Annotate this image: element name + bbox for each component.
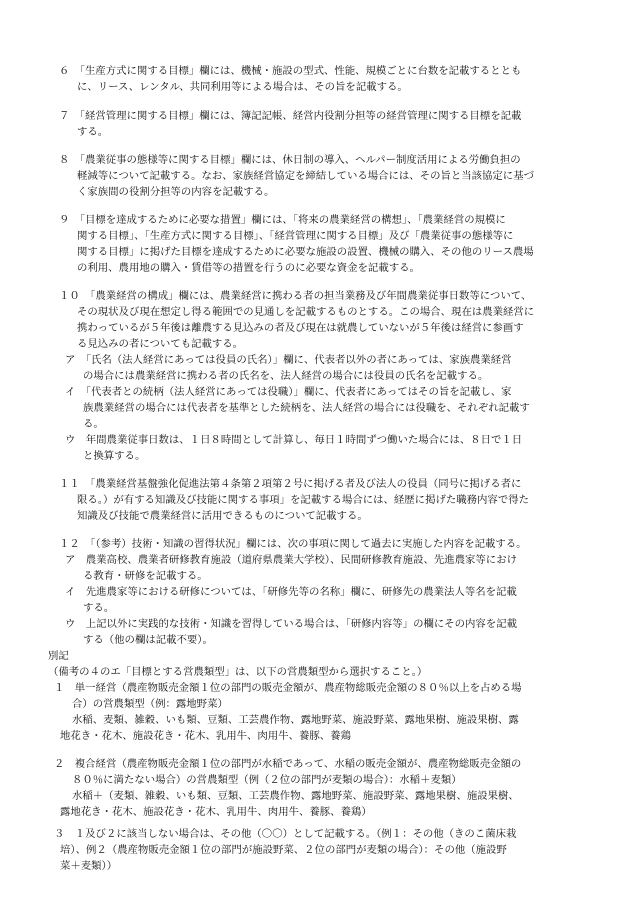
text-line: 族農業経営の場合には代表者を基準とした続柄を、法人経営の場合には役職を、それぞれ記載す xyxy=(83,402,530,414)
text-line: ３ １及び２に該当しない場合は、その他（〇〇）として記載する。（例１：その他（きのこ菌床栽 xyxy=(54,828,517,840)
text-line: と換算する。 xyxy=(83,450,146,462)
text-line: ア 農業高校、農業者研修教育施設（道府県農業大学校）、民間研修教育施設、先進農家等におけ xyxy=(65,554,517,566)
text-line: ６ 「生産方式に関する目標」欄には、機械・施設の型式、性能、規模ごとに台数を記載するととも xyxy=(59,65,522,77)
text-line: 地花き・花木、施設花き・花木、乳用牛、肉用牛、養豚、養鶏 xyxy=(60,730,351,742)
text-line: ７ 「経営管理に関する目標」欄には、簿記記帳、経営内役割分担等の経営管理に関する目標を記載 xyxy=(59,110,522,122)
text-line: 露地花き・花木、施設花き・花木、乳用牛、肉用牛、養豚、養鶏） xyxy=(60,806,372,818)
text-line: する。 xyxy=(77,126,109,138)
text-line: ア 「氏名（法人経営にあっては役員の氏名）」欄に、代表者以外の者にあっては、家族農業経営 xyxy=(65,354,512,366)
text-line: １０ 「農業経営の構成」欄には、農業経営に携わる者の担当業務及び年間農業従事日数等について、 xyxy=(59,290,532,302)
text-line: る教育・研修を記載する。 xyxy=(83,570,208,582)
text-line: １１ 「農業経営基盤強化促進法第４条第２項第２号に掲げる者及び法人の役員（同号に掲げる者に xyxy=(59,478,522,490)
text-line: その現状及び現在想定し得る範囲での見通しを記載するものとする。この場合、現在は農業経営に xyxy=(77,306,535,318)
text-line: る見込みの者についても記載する。 xyxy=(77,338,244,350)
text-line: 関する目標」、「生産方式に関する目標」、「経営管理に関する目標」及び「農業従事の態様等に xyxy=(77,230,514,242)
text-line: する。 xyxy=(83,602,115,614)
text-line: の利用、農用地の購入・賃借等の措置を行うのに必要な資金を記載する。 xyxy=(77,262,420,274)
text-line: ウ 年間農業従事日数は、１日８時間として計算し、毎日１時間ずつ働いた場合には、８日で１日 xyxy=(65,434,523,446)
text-line: ウ 上記以外に実践的な技術・知識を習得している場合は、「研修内容等」の欄にその内容を記載 xyxy=(65,618,517,630)
text-line: する（他の欄は記載不要）。 xyxy=(83,634,213,646)
text-line: 限る。）が有する知識及び技能に関する事項」を記載する場合には、経歴に掲げた職務内容で得た xyxy=(77,494,529,506)
text-line: （備考の４のエ「目標とする営農類型」は、以下の営農類型から選択すること。） xyxy=(48,666,428,678)
text-line: １ 単一経営（農産物販売金額１位の部門の販売金額が、農産物総販売金額の８０％以上を占める場 xyxy=(54,682,522,694)
text-line: ２ 複合経営（農産物販売金額１位の部門が水稲であって、水稲の販売金額が、農産物総販売金額の xyxy=(54,758,522,770)
text-line: 合）の営農類型（例：露地野菜） xyxy=(72,698,228,710)
text-line: の場合には農業経営に携わる者の氏名を、法人経営の場合には役員の氏名を記載する。 xyxy=(83,370,489,382)
text-line: ８ 「農業従事の態様等に関する目標」欄には、休日制の導入、ヘルパー制度活用による労働負担の xyxy=(59,154,521,166)
text-line: １２ 「（参考）技術・知識の習得状況」欄には、次の事項に関して過去に実施した内容を記載する。 xyxy=(59,538,527,550)
text-line: 培）、例２（農産物販売金額１位の部門が施設野菜、２位の部門が麦類の場合）：その他（施設野 xyxy=(60,844,507,856)
text-line: に、リース、レンタル、共同利用等による場合は、その旨を記載する。 xyxy=(77,81,408,93)
text-line: イ 先進農家等における研修については、「研修先等の名称」欄に、研修先の農業法人等名を記載 xyxy=(65,586,517,598)
text-line: ９ 「目標を達成するために必要な措置」欄には、「将来の農業経営の構想」、「農業経営の規模に xyxy=(59,214,506,226)
text-line: る。 xyxy=(83,418,104,430)
text-line: 関する目標」に掲げた目標を達成するために必要な施設の設置、機械の購入、その他のリース農場 xyxy=(77,246,534,258)
text-line: 水稲、麦類、雑穀、いも類、豆類、工芸農作物、露地野菜、施設野菜、露地果樹、施設果樹、露 xyxy=(72,714,519,726)
text-line: く家族間の役割分担等の内容を記載する。 xyxy=(77,186,275,198)
text-line: 携わっているが５年後は離農する見込みの者及び現在は就農していないが５年後は経営に参画す xyxy=(77,322,524,334)
text-line: ８０％に満たない場合）の営農類型（例（２位の部門が麦類の場合）：水稲＋麦類） xyxy=(72,774,462,786)
text-line: 菜＋麦類）） xyxy=(60,860,118,872)
text-line: イ 「代表者との続柄（法人経営にあっては役職）」欄に、代表者にあってはその旨を記載し、家 xyxy=(65,386,512,398)
text-line: 軽減等について記載する。なお、家族経営協定を締結している場合には、その旨と当該協定に基づ xyxy=(77,170,534,182)
text-line: 水稲＋（麦類、雑穀、いも類、豆類、工芸農作物、露地野菜、施設野菜、露地果樹、施設果樹、 xyxy=(72,790,519,802)
text-line: 別記 xyxy=(48,650,69,662)
text-line: 知識及び技能で農業経営に活用できるものについて記載する。 xyxy=(77,510,368,522)
